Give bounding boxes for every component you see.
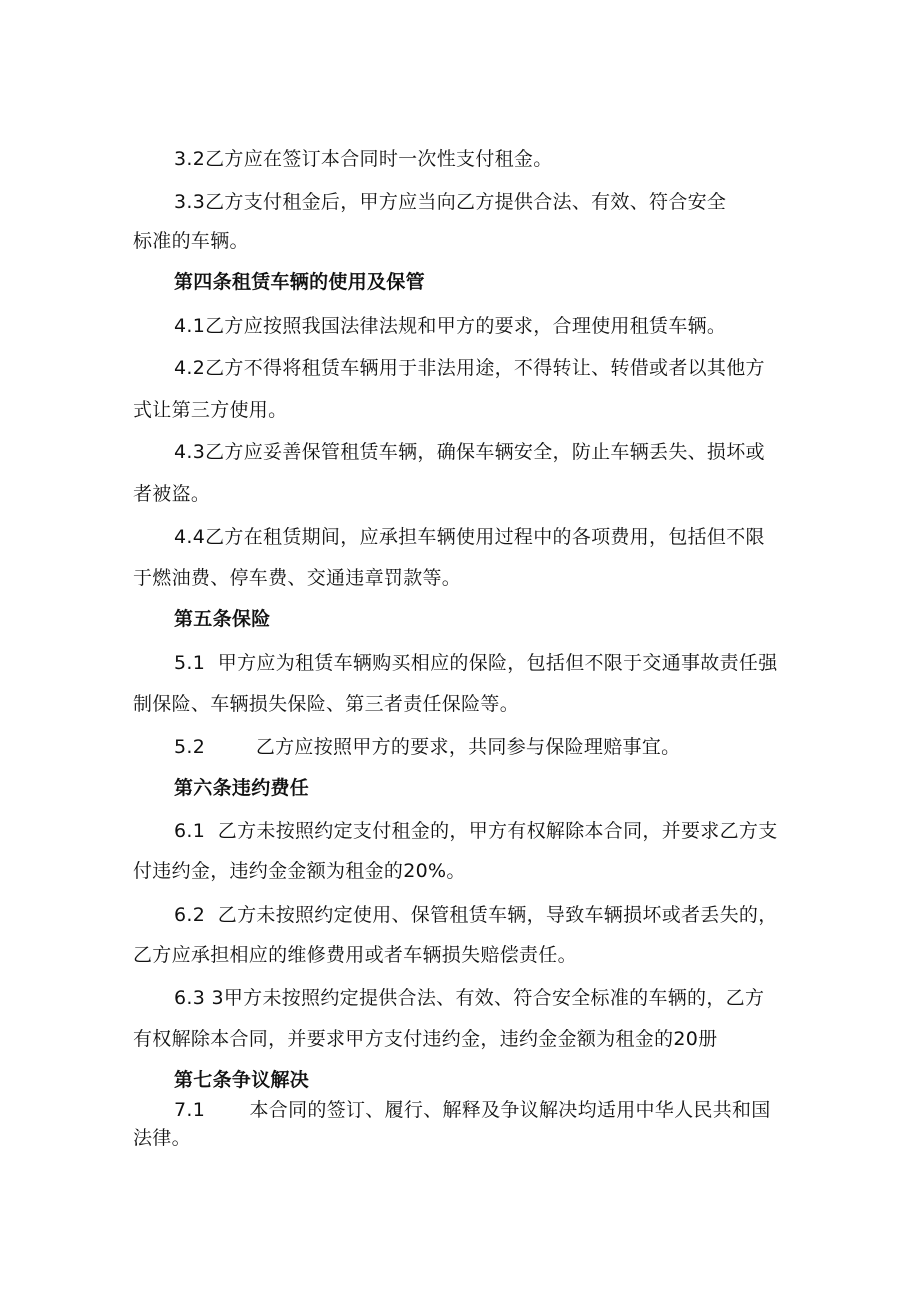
paragraph-4-2-line2: 式让第三方使用。 bbox=[133, 399, 288, 421]
paragraph-7-1-line1: 7.1 本合同的签订、履行、解释及争议解决均适用中华人民共和国 bbox=[174, 1099, 771, 1121]
paragraph-6-3-line1: 6.3 3甲方未按照约定提供合法、有效、符合安全标准的车辆的，乙方 bbox=[174, 987, 765, 1009]
paragraph-5-2: 5.2 乙方应按照甲方的要求，共同参与保险理赔事宜。 bbox=[174, 736, 681, 758]
paragraph-6-2-line1: 6.2 乙方未按照约定使用、保管租赁车辆，导致车辆损坏或者丢失的， bbox=[174, 904, 778, 926]
paragraph-4-2-line1: 4.2乙方不得将租赁车辆用于非法用途，不得转让、转借或者以其他方 bbox=[174, 357, 765, 379]
paragraph-3-2: 3.2乙方应在签订本合同时一次性支付租金。 bbox=[174, 148, 553, 170]
paragraph-6-2-line2: 乙方应承担相应的维修费用或者车辆损失赔偿责任。 bbox=[133, 944, 577, 966]
paragraph-3-3-line1: 3.3乙方支付租金后，甲方应当向乙方提供合法、有效、符合安全 bbox=[174, 191, 727, 213]
paragraph-6-3-line2: 有权解除本合同，并要求甲方支付违约金，违约金金额为租金的20册 bbox=[133, 1028, 718, 1050]
heading-article-7: 第七条争议解决 bbox=[174, 1069, 310, 1091]
paragraph-4-3-line2: 者被盗。 bbox=[133, 483, 211, 505]
paragraph-4-3-line1: 4.3乙方应妥善保管租赁车辆，确保车辆安全，防止车辆丢失、损坏或 bbox=[174, 441, 765, 463]
paragraph-4-1: 4.1乙方应按照我国法律法规和甲方的要求，合理使用租赁车辆。 bbox=[174, 315, 727, 337]
heading-article-6: 第六条违约费任 bbox=[174, 777, 310, 799]
heading-article-4: 第四条租赁车辆的使用及保管 bbox=[174, 271, 425, 293]
paragraph-4-4-line2: 于燃油费、停车费、交通违章罚款等。 bbox=[133, 567, 462, 589]
paragraph-3-3-line2: 标准的车辆。 bbox=[133, 230, 249, 252]
paragraph-7-1-line2: 法律。 bbox=[133, 1127, 191, 1149]
paragraph-5-1-line1: 5.1 甲方应为租赁车辆购买相应的保险，包括但不限于交通事故责任强 bbox=[174, 652, 778, 674]
paragraph-6-1-line2: 付违约金，违约金金额为租金的20%。 bbox=[133, 860, 466, 882]
paragraph-5-1-line2: 制保险、车辆损失保险、第三者责任保险等。 bbox=[133, 693, 520, 715]
paragraph-4-4-line1: 4.4乙方在租赁期间，应承担车辆使用过程中的各项费用，包括但不限 bbox=[174, 526, 765, 548]
heading-article-5: 第五条保险 bbox=[174, 608, 271, 630]
paragraph-6-1-line1: 6.1 乙方未按照约定支付租金的，甲方有权解除本合同，并要求乙方支 bbox=[174, 820, 778, 842]
